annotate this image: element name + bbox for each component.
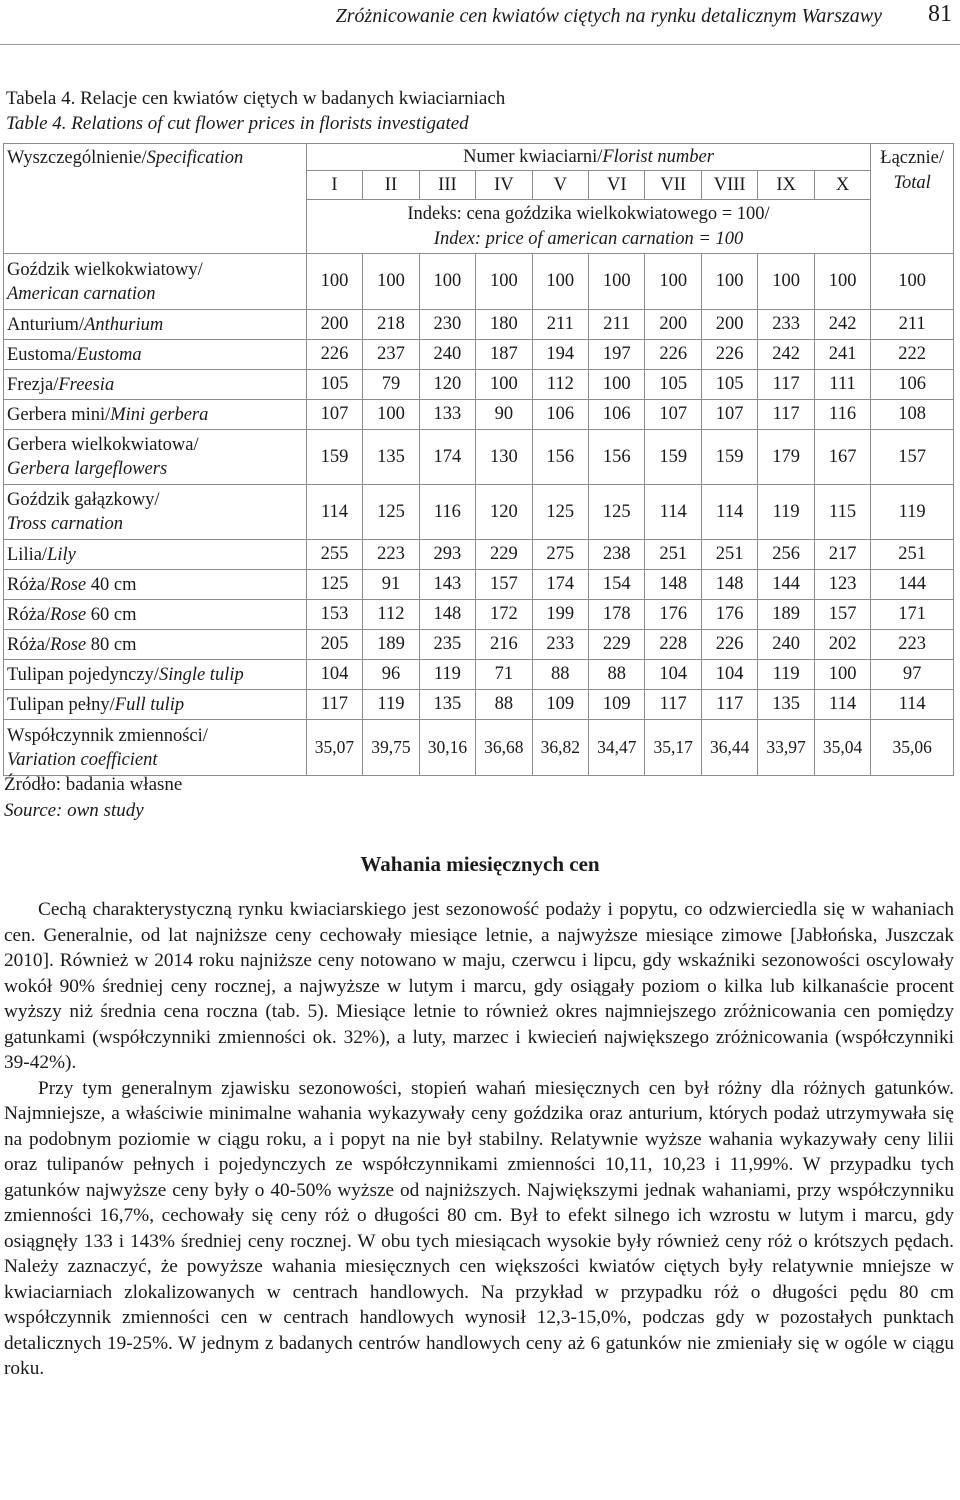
running-title: Zróżnicowanie cen kwiatów ciętych na rynku detalicznym Warszawy xyxy=(335,5,882,27)
value-cell: 106 xyxy=(871,370,954,400)
price-relations-table xyxy=(3,143,954,776)
row-label: Frezja/Freesia xyxy=(4,370,307,400)
value-cell: 100 xyxy=(532,254,588,310)
value-cell: 114 xyxy=(306,485,362,540)
value-cell: 255 xyxy=(306,540,362,570)
table-row xyxy=(4,720,954,776)
florist-number-cell: IX xyxy=(758,171,814,200)
value-cell: 293 xyxy=(419,540,475,570)
value-cell: 157 xyxy=(871,430,954,485)
value-cell: 34,47 xyxy=(589,720,645,776)
value-cell: 100 xyxy=(476,370,532,400)
value-cell: 123 xyxy=(814,570,870,600)
value-cell: 189 xyxy=(363,630,419,660)
value-cell: 79 xyxy=(363,370,419,400)
value-cell: 153 xyxy=(306,600,362,630)
value-cell: 112 xyxy=(532,370,588,400)
value-cell: 100 xyxy=(814,254,870,310)
value-cell: 171 xyxy=(871,600,954,630)
table-row xyxy=(4,570,954,600)
value-cell: 117 xyxy=(701,690,757,720)
value-cell: 211 xyxy=(589,310,645,340)
value-cell: 125 xyxy=(589,485,645,540)
value-cell: 242 xyxy=(814,310,870,340)
value-cell: 218 xyxy=(363,310,419,340)
value-cell: 256 xyxy=(758,540,814,570)
value-cell: 275 xyxy=(532,540,588,570)
value-cell: 107 xyxy=(645,400,701,430)
value-cell: 156 xyxy=(532,430,588,485)
row-label: Eustoma/Eustoma xyxy=(4,340,307,370)
row-label: Lilia/Lily xyxy=(4,540,307,570)
row-label: Goździk wielkokwiatowy/ American carnation xyxy=(4,254,307,310)
value-cell: 125 xyxy=(306,570,362,600)
value-cell: 109 xyxy=(589,690,645,720)
table-caption-en: Table 4. Relations of cut flower prices in florists investigated xyxy=(6,113,469,134)
value-cell: 148 xyxy=(701,570,757,600)
value-cell: 100 xyxy=(814,660,870,690)
value-cell: 148 xyxy=(419,600,475,630)
value-cell: 108 xyxy=(871,400,954,430)
row-label: Róża/Rose 80 cm xyxy=(4,630,307,660)
florist-number-cell: V xyxy=(532,171,588,200)
value-cell: 187 xyxy=(476,340,532,370)
table-row xyxy=(4,254,954,310)
value-cell: 117 xyxy=(758,400,814,430)
value-cell: 240 xyxy=(419,340,475,370)
value-cell: 104 xyxy=(701,660,757,690)
table-row xyxy=(4,660,954,690)
value-cell: 117 xyxy=(645,690,701,720)
paragraph: Przy tym generalnym zjawisku sezonowości, stopień wahań miesięcznych cen był różny dla różnych gatunków. Najmniejsze, a właściwie minimalne wahania wykazywały ceny goździka oraz anturium, których podaż utrzymywała się na podobnym poziomie w ciągu roku, a i popyt na nie był stabilny. Relatywnie wyższe wahania wykazywały ceny lilii oraz tulipanów pełnych i pojedynczych ze współczynnikami zmienności 10,11, 10,23 i 11,99%. W przypadku tych gatunków najwyższe ceny były o 40-50% wyższe od najniższych. Największymi jednak wahaniami, przy współczynniku zmienności 16,7%, cechowały się ceny róż o długości 80 cm. Był to efekt silnego ich wzrostu w lutym i marcu, gdy osiągnęły 133 i 143% średniej ceny rocznej. W obu tych miesiącach wysokie były również ceny róż o krótszych pędach. Należy zaznaczyć, że powyższe wahania miesięcznych cen większości kwiatów ciętych były relatywnie mniejsze w kwiaciarniach zlokalizowanych w centrach handlowych. Na przykład w przypadku róż o długości pędu 80 cm współczynnik zmienności cen w centrach handlowych wynosił 12,3-15,0%, podczas gdy w pozostałych punktach detalicznych 19-25%. W jednym z badanych centrów handlowych ceny aż 6 gatunków nie zmieniały się w ogóle w ciągu roku. xyxy=(4,1077,954,1379)
table-caption xyxy=(6,86,505,136)
value-cell: 211 xyxy=(532,310,588,340)
value-cell: 226 xyxy=(701,340,757,370)
value-cell: 238 xyxy=(589,540,645,570)
total-header: Łącznie/ Total xyxy=(871,144,954,254)
value-cell: 109 xyxy=(532,690,588,720)
value-cell: 35,07 xyxy=(306,720,362,776)
value-cell: 104 xyxy=(645,660,701,690)
row-label: Współczynnik zmienności/ Variation coefficient xyxy=(4,720,307,776)
section-title: Wahania miesięcznych cen xyxy=(360,852,600,876)
value-cell: 91 xyxy=(363,570,419,600)
value-cell: 114 xyxy=(701,485,757,540)
value-cell: 223 xyxy=(871,630,954,660)
body-text xyxy=(4,897,954,1382)
value-cell: 159 xyxy=(701,430,757,485)
value-cell: 230 xyxy=(419,310,475,340)
florist-number-cell: II xyxy=(363,171,419,200)
value-cell: 88 xyxy=(589,660,645,690)
value-cell: 235 xyxy=(419,630,475,660)
value-cell: 107 xyxy=(306,400,362,430)
value-cell: 228 xyxy=(645,630,701,660)
value-cell: 33,97 xyxy=(758,720,814,776)
value-cell: 144 xyxy=(871,570,954,600)
value-cell: 97 xyxy=(871,660,954,690)
value-cell: 237 xyxy=(363,340,419,370)
value-cell: 202 xyxy=(814,630,870,660)
value-cell: 112 xyxy=(363,600,419,630)
value-cell: 156 xyxy=(589,430,645,485)
value-cell: 197 xyxy=(589,340,645,370)
value-cell: 120 xyxy=(419,370,475,400)
table-row xyxy=(4,310,954,340)
value-cell: 167 xyxy=(814,430,870,485)
value-cell: 180 xyxy=(476,310,532,340)
value-cell: 35,17 xyxy=(645,720,701,776)
value-cell: 194 xyxy=(532,340,588,370)
value-cell: 200 xyxy=(701,310,757,340)
value-cell: 107 xyxy=(701,400,757,430)
source-en: Source: own study xyxy=(4,800,144,821)
table-row xyxy=(4,340,954,370)
page-number: 81 xyxy=(928,1,952,27)
value-cell: 217 xyxy=(814,540,870,570)
value-cell: 135 xyxy=(758,690,814,720)
value-cell: 115 xyxy=(814,485,870,540)
value-cell: 35,06 xyxy=(871,720,954,776)
florist-number-cell: VII xyxy=(645,171,701,200)
value-cell: 172 xyxy=(476,600,532,630)
row-label: Gerbera wielkokwiatowa/ Gerbera largeflowers xyxy=(4,430,307,485)
table-caption-pl: Tabela 4. Relacje cen kwiatów ciętych w badanych kwiaciarniach xyxy=(6,88,506,109)
value-cell: 104 xyxy=(306,660,362,690)
value-cell: 199 xyxy=(532,600,588,630)
value-cell: 116 xyxy=(419,485,475,540)
table-row xyxy=(4,400,954,430)
value-cell: 216 xyxy=(476,630,532,660)
value-cell: 200 xyxy=(306,310,362,340)
value-cell: 159 xyxy=(645,430,701,485)
value-cell: 223 xyxy=(363,540,419,570)
value-cell: 105 xyxy=(645,370,701,400)
value-cell: 159 xyxy=(306,430,362,485)
value-cell: 88 xyxy=(476,690,532,720)
value-cell: 174 xyxy=(532,570,588,600)
value-cell: 229 xyxy=(476,540,532,570)
value-cell: 106 xyxy=(589,400,645,430)
paragraph: Cechą charakterystyczną rynku kwiaciarskiego jest sezonowość podaży i popytu, co odzwierciedla się w wahaniach cen. Generalnie, od lat najniższe ceny cechowały miesiące letnie, a najwyższe miesiące zimowe [Jabłońska, Juszczak 2010]. Również w 2014 roku najniższe ceny notowano w maju, czerwcu i lipcu, gdy wskaźniki sezonowości oscylowały wokół 90% średniej ceny rocznej, a najwyższe w lutym i marcu, gdy osiągały poziom o kilka lub kilkanaście procent wyższy niż średnia cena roczna (tab. 5). Miesiące letnie to również okres najmniejszego zróżnicowania cen pomiędzy gatunkami (współczynniki zmienności ok. 32%), a luty, marzec i kwiecień największego zróżnicowania (współczynniki 39-42%). xyxy=(4,899,954,1073)
value-cell: 222 xyxy=(871,340,954,370)
value-cell: 114 xyxy=(645,485,701,540)
value-cell: 100 xyxy=(476,254,532,310)
row-label: Tulipan pojedynczy/Single tulip xyxy=(4,660,307,690)
value-cell: 116 xyxy=(814,400,870,430)
value-cell: 176 xyxy=(701,600,757,630)
value-cell: 241 xyxy=(814,340,870,370)
value-cell: 111 xyxy=(814,370,870,400)
value-cell: 100 xyxy=(589,370,645,400)
value-cell: 100 xyxy=(701,254,757,310)
florist-number-cell: IV xyxy=(476,171,532,200)
value-cell: 242 xyxy=(758,340,814,370)
row-label: Tulipan pełny/Full tulip xyxy=(4,690,307,720)
table-row xyxy=(4,630,954,660)
value-cell: 100 xyxy=(589,254,645,310)
value-cell: 119 xyxy=(363,690,419,720)
value-cell: 30,16 xyxy=(419,720,475,776)
table-row xyxy=(4,485,954,540)
row-label: Goździk gałązkowy/ Tross carnation xyxy=(4,485,307,540)
value-cell: 240 xyxy=(758,630,814,660)
table-row xyxy=(4,370,954,400)
value-cell: 100 xyxy=(363,254,419,310)
value-cell: 135 xyxy=(363,430,419,485)
value-cell: 35,04 xyxy=(814,720,870,776)
value-cell: 106 xyxy=(532,400,588,430)
value-cell: 100 xyxy=(645,254,701,310)
value-cell: 176 xyxy=(645,600,701,630)
value-cell: 100 xyxy=(758,254,814,310)
table-source xyxy=(4,772,182,824)
table-row xyxy=(4,690,954,720)
value-cell: 148 xyxy=(645,570,701,600)
spec-header: Wyszczególnienie/Specification xyxy=(4,144,307,254)
value-cell: 226 xyxy=(701,630,757,660)
florist-number-cell: III xyxy=(419,171,475,200)
value-cell: 144 xyxy=(758,570,814,600)
index-note: Indeks: cena goździka wielkokwiatowego = 100/ Index: price of american carnation = 100 xyxy=(306,200,871,254)
value-cell: 36,68 xyxy=(476,720,532,776)
value-cell: 189 xyxy=(758,600,814,630)
row-label: Róża/Rose 40 cm xyxy=(4,570,307,600)
value-cell: 157 xyxy=(814,600,870,630)
table-row xyxy=(4,540,954,570)
value-cell: 135 xyxy=(419,690,475,720)
value-cell: 114 xyxy=(871,690,954,720)
value-cell: 211 xyxy=(871,310,954,340)
value-cell: 154 xyxy=(589,570,645,600)
value-cell: 105 xyxy=(701,370,757,400)
value-cell: 125 xyxy=(363,485,419,540)
value-cell: 71 xyxy=(476,660,532,690)
value-cell: 119 xyxy=(758,485,814,540)
value-cell: 200 xyxy=(645,310,701,340)
value-cell: 133 xyxy=(419,400,475,430)
florist-number-header: Numer kwiaciarni/Florist number xyxy=(306,144,871,171)
value-cell: 88 xyxy=(532,660,588,690)
value-cell: 100 xyxy=(419,254,475,310)
table-row xyxy=(4,430,954,485)
value-cell: 39,75 xyxy=(363,720,419,776)
value-cell: 251 xyxy=(645,540,701,570)
value-cell: 114 xyxy=(814,690,870,720)
value-cell: 119 xyxy=(871,485,954,540)
value-cell: 125 xyxy=(532,485,588,540)
florist-number-cell: I xyxy=(306,171,362,200)
source-pl: Źródło: badania własne xyxy=(4,774,183,795)
value-cell: 96 xyxy=(363,660,419,690)
row-label: Róża/Rose 60 cm xyxy=(4,600,307,630)
florist-number-cell: VI xyxy=(589,171,645,200)
value-cell: 251 xyxy=(701,540,757,570)
value-cell: 174 xyxy=(419,430,475,485)
value-cell: 117 xyxy=(758,370,814,400)
value-cell: 205 xyxy=(306,630,362,660)
running-header xyxy=(0,0,960,45)
value-cell: 229 xyxy=(589,630,645,660)
value-cell: 233 xyxy=(758,310,814,340)
value-cell: 179 xyxy=(758,430,814,485)
value-cell: 120 xyxy=(476,485,532,540)
value-cell: 251 xyxy=(871,540,954,570)
value-cell: 100 xyxy=(306,254,362,310)
value-cell: 100 xyxy=(871,254,954,310)
value-cell: 157 xyxy=(476,570,532,600)
florist-number-cell: X xyxy=(814,171,870,200)
value-cell: 36,82 xyxy=(532,720,588,776)
value-cell: 105 xyxy=(306,370,362,400)
value-cell: 100 xyxy=(363,400,419,430)
value-cell: 226 xyxy=(645,340,701,370)
value-cell: 90 xyxy=(476,400,532,430)
value-cell: 226 xyxy=(306,340,362,370)
value-cell: 143 xyxy=(419,570,475,600)
value-cell: 117 xyxy=(306,690,362,720)
row-label: Anturium/Anthurium xyxy=(4,310,307,340)
value-cell: 178 xyxy=(589,600,645,630)
value-cell: 119 xyxy=(758,660,814,690)
value-cell: 130 xyxy=(476,430,532,485)
value-cell: 119 xyxy=(419,660,475,690)
table-row xyxy=(4,600,954,630)
row-label: Gerbera mini/Mini gerbera xyxy=(4,400,307,430)
value-cell: 233 xyxy=(532,630,588,660)
value-cell: 36,44 xyxy=(701,720,757,776)
florist-number-cell: VIII xyxy=(701,171,757,200)
